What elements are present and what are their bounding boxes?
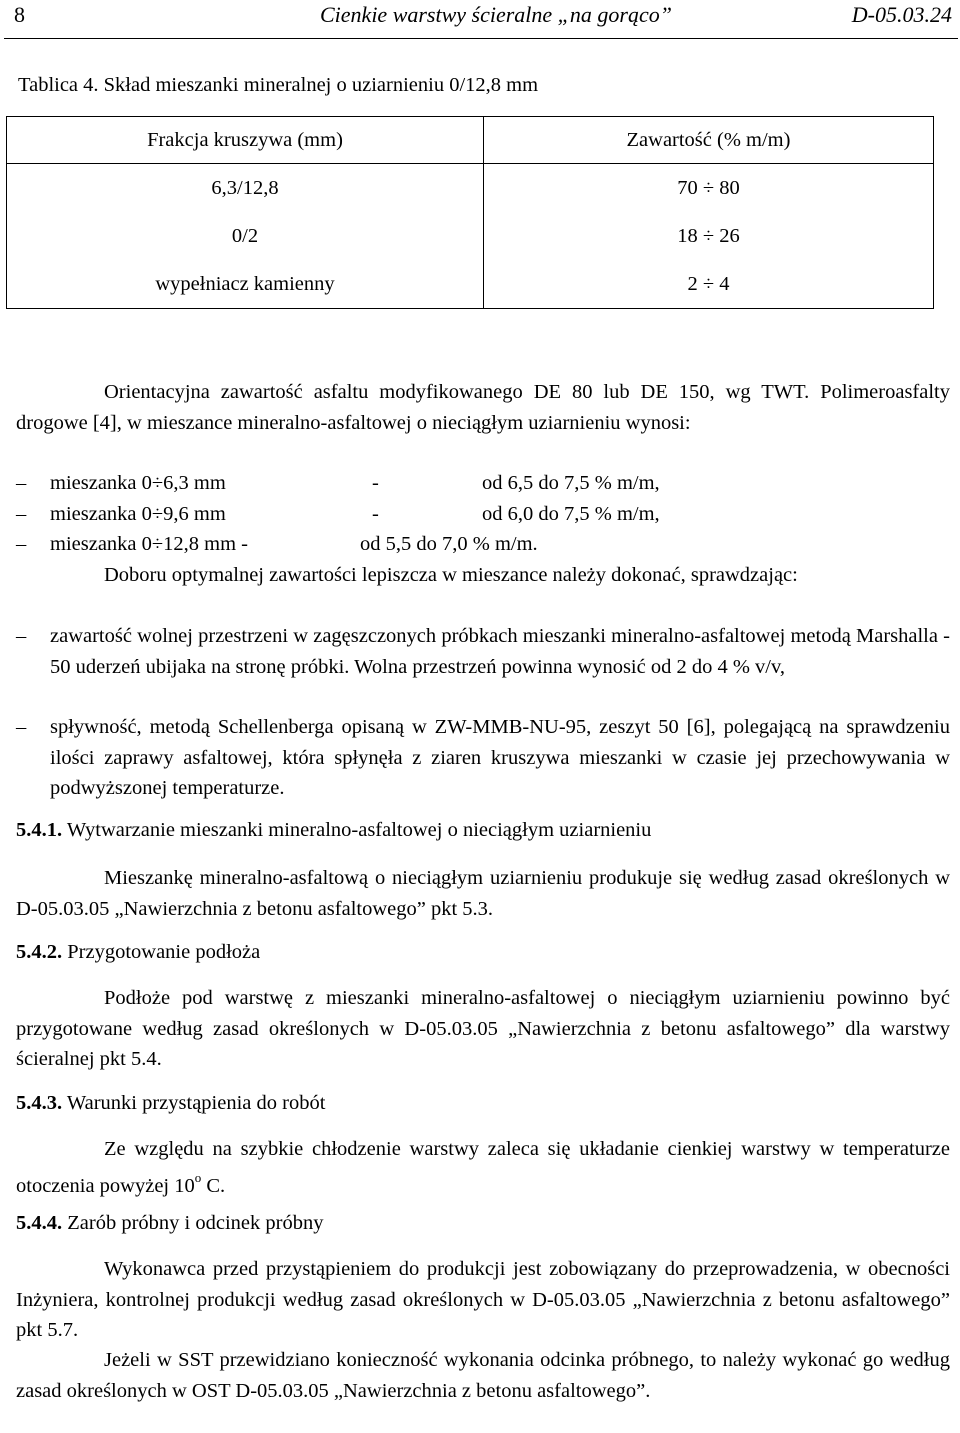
fraction-value: wypełniacz kamienny bbox=[155, 273, 335, 295]
section-title: Warunki przystąpienia do robót bbox=[66, 1092, 326, 1114]
section-title: Wytwarzanie mieszanki mineralno-asfaltowej o nieciągłym uziarnieniu bbox=[66, 819, 652, 841]
mix-name: mieszanka 0÷9,6 mm bbox=[50, 503, 226, 525]
aggregate-composition-table bbox=[6, 116, 934, 309]
mix-name: mieszanka 0÷6,3 mm bbox=[50, 472, 226, 494]
degree-superscript: o bbox=[194, 1169, 202, 1185]
page-header bbox=[0, 0, 960, 36]
dash-bullet: – bbox=[16, 625, 27, 647]
dash-bullet: – bbox=[16, 472, 27, 494]
section-body: Wykonawca przed przystąpieniem do produkcji jest zobowiązany do przeprowadzenia, w obecności Inżyniera, kontrolnej produkcji według zasad określonych w D-05.03.05 „Nawierzchnia z betonu asfaltowego” pkt 5.7. bbox=[16, 1258, 950, 1341]
section-body-text: Ze względu na szybkie chłodzenie warstwy zaleca się układanie cienkiej warstwy w temperaturze otoczenia powyżej 10 bbox=[16, 1138, 950, 1197]
mix-row bbox=[16, 499, 950, 529]
document-title: Cienkie warstwy ścieralne „na gorąco” bbox=[320, 2, 672, 27]
content-value: 70 ÷ 80 bbox=[677, 177, 740, 199]
binder-intro-paragraph: Doboru optymalnej zawartości lepiszcza w mieszance należy dokonać, sprawdzając: bbox=[104, 564, 798, 586]
section-title: Zarób próbny i odcinek próbny bbox=[67, 1212, 324, 1234]
mix-value: od 6,0 do 7,5 % m/m, bbox=[482, 503, 660, 525]
mix-separator: - bbox=[372, 503, 379, 525]
content-value: 18 ÷ 26 bbox=[677, 225, 740, 247]
section-number: 5.4.2. bbox=[16, 941, 63, 963]
document-code: D-05.03.24 bbox=[851, 2, 952, 27]
table-header-row bbox=[7, 117, 934, 164]
column-header-content: Zawartość (% m/m) bbox=[484, 117, 934, 164]
column-header-fraction: Frakcja kruszywa (mm) bbox=[7, 117, 484, 164]
table-body-row bbox=[7, 164, 934, 309]
section-number: 5.4.4. bbox=[16, 1212, 63, 1234]
mix-separator: - bbox=[372, 472, 379, 494]
section-body: Podłoże pod warstwę z mieszanki mineralno-asfaltowej o nieciągłym uziarnieniu powinno być przygotowane według zasad określonych w D-05.03.05 „Nawierzchnia z betonu asfaltowego” dla warstwy ścieralnej pkt 5.4. bbox=[16, 987, 950, 1070]
section-body bbox=[16, 1134, 950, 1201]
fraction-value: 6,3/12,8 bbox=[211, 177, 279, 199]
section-body: Jeżeli w SST przewidziano konieczność wykonania odcinka próbnego, to należy wykonać go według zasad określonych w OST D-05.03.05 „Nawierzchnia z betonu asfaltowego”. bbox=[16, 1349, 950, 1402]
section-heading bbox=[16, 937, 260, 967]
mix-value: od 6,5 do 7,5 % m/m, bbox=[482, 472, 660, 494]
mix-row bbox=[16, 468, 950, 498]
dash-bullet: – bbox=[16, 716, 27, 738]
header-divider bbox=[4, 38, 958, 39]
page-number: 8 bbox=[14, 2, 25, 27]
section-body: Mieszankę mineralno-asfaltową o nieciągłym uziarnieniu produkuje się według zasad określonych w D-05.03.05 „Nawierzchnia z betonu asfaltowego” pkt 5.3. bbox=[16, 867, 950, 920]
check-text: zawartość wolnej przestrzeni w zagęszczonych próbkach mieszanki mineralno-asfaltowej metodą Marshalla - 50 uderzeń ubijaka na stronę próbki. Wolna przestrzeń powinna wynosić od 2 do 4 % v/v, bbox=[50, 625, 950, 678]
asphalt-intro-paragraph: Orientacyjna zawartość asfaltu modyfikowanego DE 80 lub DE 150, wg TWT. Polimeroasfalty drogowe [4], w mieszance mineralno-asfaltowej o nieciągłym uziarnieniu wynosi: bbox=[16, 381, 950, 434]
table-caption: Tablica 4. Skład mieszanki mineralnej o uziarnieniu 0/12,8 mm bbox=[18, 74, 539, 96]
check-text: spływność, metodą Schellenberga opisaną w ZW-MMB-NU-95, zeszyt 50 [6], polegającą na sprawdzeniu ilości zaprawy asfaltowej, która spłynęła z ziaren kruszywa mieszanki w czasie jej przechowywania w podwyższonej temperaturze. bbox=[50, 716, 950, 799]
dash-bullet: – bbox=[16, 503, 27, 525]
section-title: Przygotowanie podłoża bbox=[67, 941, 261, 963]
section-heading bbox=[16, 815, 651, 845]
section-number: 5.4.1. bbox=[16, 819, 63, 841]
fraction-cell bbox=[7, 164, 484, 309]
mix-value: od 5,5 do 7,0 % m/m. bbox=[360, 533, 538, 555]
content-value: 2 ÷ 4 bbox=[687, 273, 730, 295]
section-body-text-end: C. bbox=[201, 1174, 226, 1197]
fraction-value: 0/2 bbox=[231, 225, 259, 247]
mix-row bbox=[16, 529, 950, 559]
mix-name: mieszanka 0÷12,8 mm - bbox=[50, 533, 248, 555]
section-number: 5.4.3. bbox=[16, 1092, 63, 1114]
dash-bullet: – bbox=[16, 533, 27, 555]
section-heading bbox=[16, 1088, 325, 1118]
section-heading bbox=[16, 1208, 323, 1238]
content-cell bbox=[484, 164, 934, 309]
